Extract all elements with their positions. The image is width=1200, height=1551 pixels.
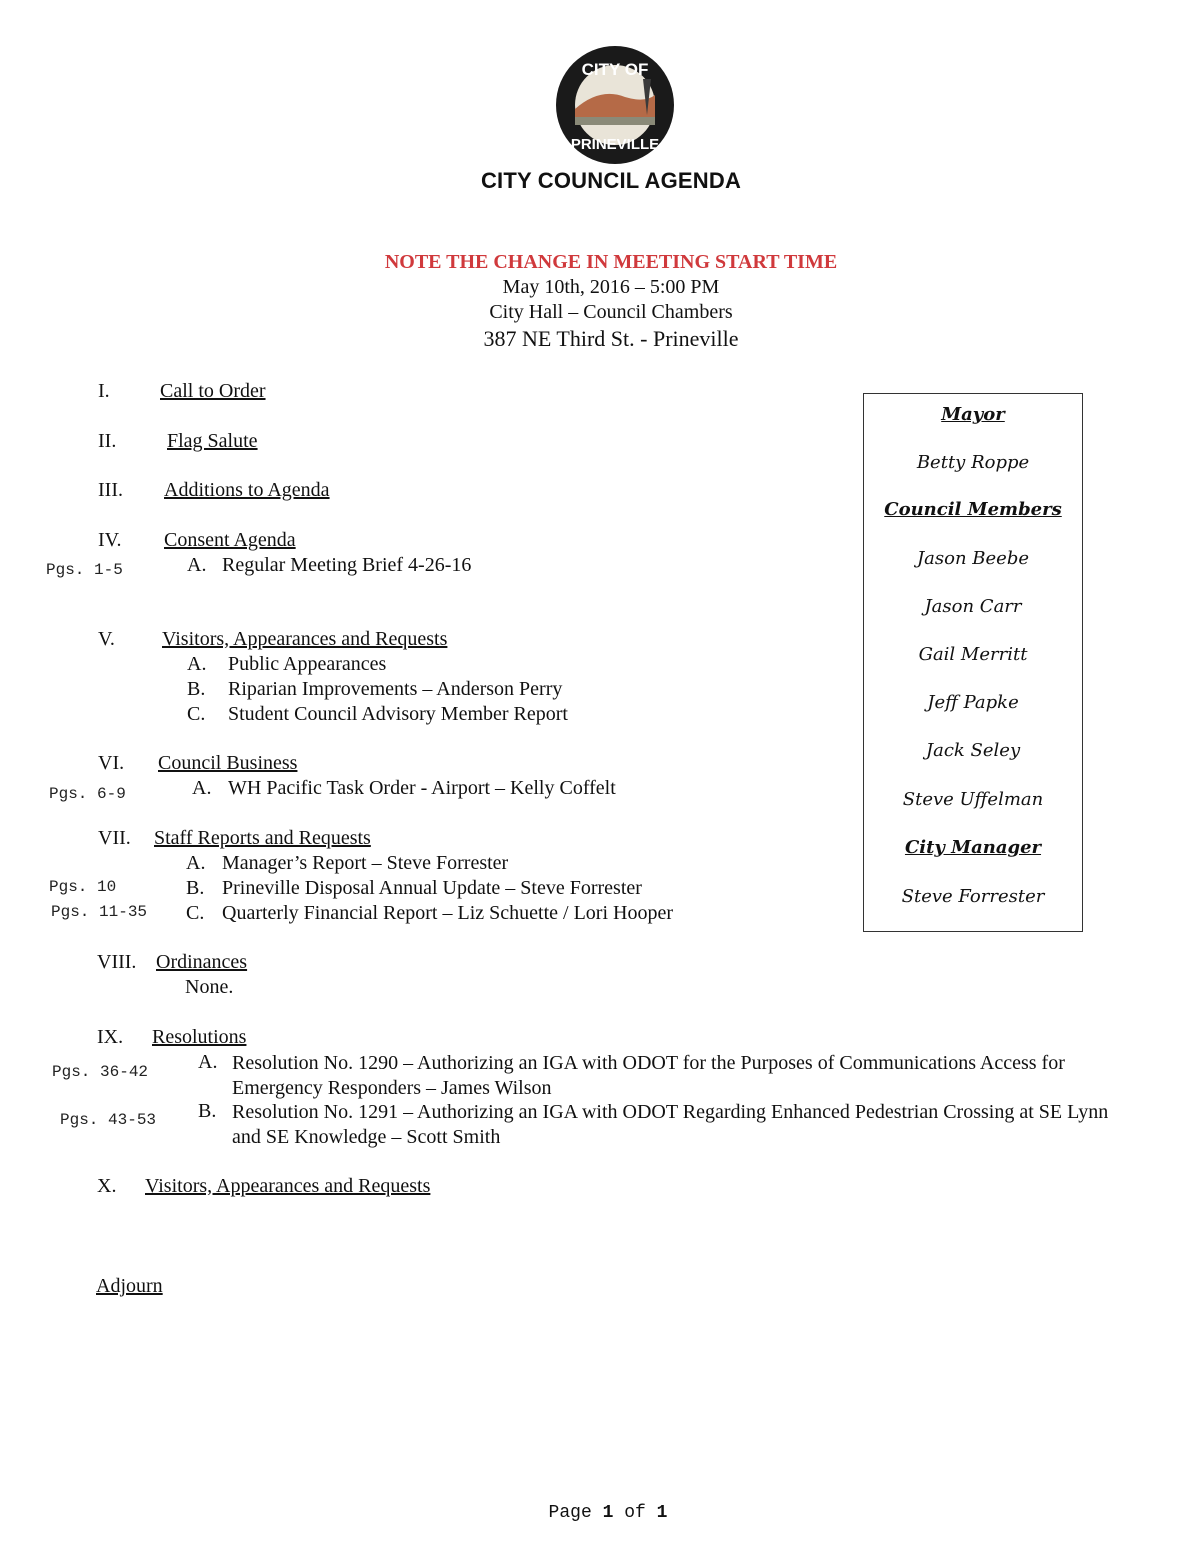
section-heading-ordinances: Ordinances bbox=[156, 951, 248, 973]
section-numeral: IX. bbox=[97, 1026, 124, 1048]
section-heading-resolutions: Resolutions bbox=[152, 1026, 247, 1048]
section-heading-call-to-order: Call to Order bbox=[160, 380, 266, 402]
meeting-location: City Hall – Council Chambers bbox=[489, 301, 733, 323]
council-name: Jason Beebe bbox=[916, 548, 1030, 569]
page-reference: Pgs. 43-53 bbox=[60, 1111, 157, 1129]
ordinances-none: None. bbox=[185, 976, 234, 998]
page-title: CITY COUNCIL AGENDA bbox=[480, 168, 742, 193]
section-numeral: VII. bbox=[98, 827, 131, 849]
council-members-box bbox=[863, 393, 1083, 932]
section-numeral: III. bbox=[98, 479, 123, 501]
item-letter: A. bbox=[192, 777, 212, 799]
section-heading-consent-agenda: Consent Agenda bbox=[164, 529, 296, 551]
adjourn-heading: Adjourn bbox=[96, 1275, 163, 1297]
agenda-item-text: Public Appearances bbox=[228, 653, 387, 675]
council-name: Jeff Papke bbox=[927, 692, 1019, 713]
section-heading-visitors-2: Visitors, Appearances and Requests bbox=[145, 1175, 431, 1197]
item-letter: C. bbox=[186, 902, 205, 924]
section-numeral: VIII. bbox=[97, 951, 137, 973]
agenda-item-text: Quarterly Financial Report – Liz Schuette / Lori Hooper bbox=[222, 902, 673, 924]
page-footer bbox=[0, 1503, 1200, 1523]
agenda-item-text: Resolution No. 1291 – Authorizing an IGA with ODOT Regarding Enhanced Pedestrian Crossing at SE Lynn and SE Knowledge – Scott Smith bbox=[232, 1101, 1109, 1148]
section-numeral: II. bbox=[98, 430, 117, 452]
agenda-item-text: Regular Meeting Brief 4-26-16 bbox=[222, 554, 472, 576]
page-reference: Pgs. 10 bbox=[49, 878, 117, 896]
section-heading-flag-salute: Flag Salute bbox=[167, 430, 258, 452]
meeting-date-time: May 10th, 2016 – 5:00 PM bbox=[502, 276, 720, 298]
agenda-item-text: Student Council Advisory Member Report bbox=[228, 703, 568, 725]
city-seal-logo bbox=[555, 45, 675, 165]
section-numeral: VI. bbox=[98, 752, 125, 774]
agenda-item-text: Resolution No. 1290 – Authorizing an IGA with ODOT for the Purposes of Communications Access for Emergency Responders – James Wilson bbox=[232, 1052, 1065, 1099]
section-heading-council-business: Council Business bbox=[158, 752, 298, 774]
agenda-item-text: Riparian Improvements – Anderson Perry bbox=[228, 678, 563, 700]
council-name: Betty Roppe bbox=[916, 452, 1030, 473]
city-manager-heading: City Manager bbox=[904, 837, 1042, 858]
page-reference: Pgs. 36-42 bbox=[52, 1063, 149, 1081]
section-numeral: IV. bbox=[98, 529, 122, 551]
mayor-heading: Mayor bbox=[941, 404, 1005, 425]
section-heading-additions: Additions to Agenda bbox=[164, 479, 330, 501]
footer-of-word: of bbox=[624, 1503, 646, 1523]
footer-page-total: 1 bbox=[656, 1503, 668, 1523]
agenda-item-text: Prineville Disposal Annual Update – Steve Forrester bbox=[222, 877, 642, 899]
agenda-item-text: WH Pacific Task Order - Airport – Kelly Coffelt bbox=[228, 777, 616, 799]
item-letter: A. bbox=[186, 852, 206, 874]
section-heading-visitors: Visitors, Appearances and Requests bbox=[162, 628, 448, 650]
agenda-item-text: Manager’s Report – Steve Forrester bbox=[222, 852, 509, 874]
council-name: Steve Uffelman bbox=[902, 789, 1044, 810]
item-letter: A. bbox=[198, 1051, 218, 1073]
council-name: Gail Merritt bbox=[918, 644, 1028, 665]
item-letter: B. bbox=[198, 1100, 217, 1122]
page-reference: Pgs. 11-35 bbox=[51, 903, 148, 921]
council-name: Steve Forrester bbox=[901, 886, 1045, 907]
section-numeral: X. bbox=[97, 1175, 117, 1197]
item-letter: A. bbox=[187, 653, 207, 675]
logo-text-bottom: PRINEVILLE bbox=[570, 136, 660, 153]
page-reference: Pgs. 6-9 bbox=[49, 785, 126, 803]
section-heading-staff-reports: Staff Reports and Requests bbox=[154, 827, 371, 849]
item-letter: C. bbox=[187, 703, 206, 725]
page-reference: Pgs. 1-5 bbox=[46, 561, 123, 579]
footer-page-word: Page bbox=[548, 1503, 592, 1523]
council-name: Jack Seley bbox=[925, 740, 1021, 761]
start-time-note: NOTE THE CHANGE IN MEETING START TIME bbox=[384, 251, 838, 273]
section-numeral: V. bbox=[98, 628, 115, 650]
logo-text-top: CITY OF bbox=[581, 60, 649, 79]
council-members-heading: Council Members bbox=[884, 499, 1062, 520]
item-letter: B. bbox=[186, 877, 205, 899]
item-letter: B. bbox=[187, 678, 206, 700]
section-numeral: I. bbox=[98, 380, 110, 402]
footer-page-number: 1 bbox=[602, 1503, 614, 1523]
item-letter: A. bbox=[187, 554, 207, 576]
council-name: Jason Carr bbox=[924, 596, 1022, 617]
meeting-address: 387 NE Third St. - Prineville bbox=[483, 326, 739, 351]
